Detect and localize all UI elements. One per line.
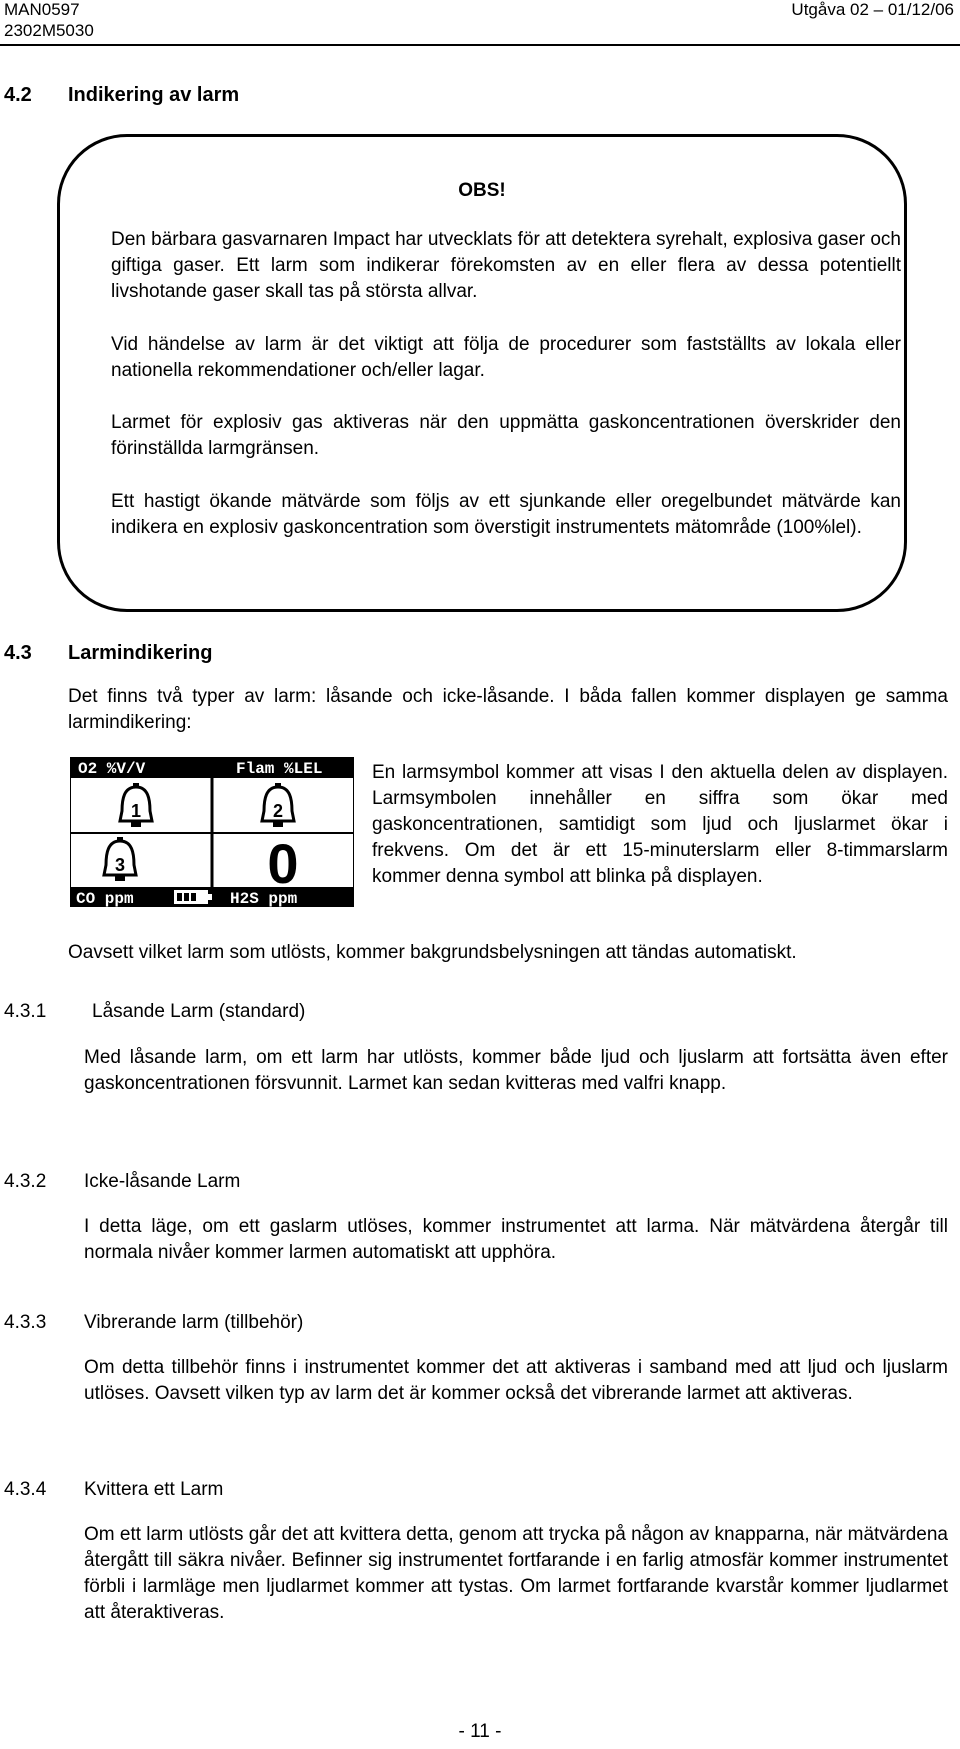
- subsection-4-3-4-number: 4.3.4: [4, 1479, 47, 1500]
- section-4-2-number: 4.2: [4, 84, 32, 106]
- alarm-level-3: 3: [114, 855, 126, 875]
- lcd-label-o2: O2 %V/V: [78, 760, 146, 778]
- alarm-level-2: 2: [272, 801, 284, 821]
- obs-title: OBS!: [458, 180, 506, 201]
- subsection-4-3-2-body: I detta läge, om ett gaslarm utlöses, kommer instrumentet att larma. När mätvärdena återgår till normala nivåer kommer larmen automatiskt att upphöra.: [84, 1216, 948, 1263]
- display-description: En larmsymbol kommer att visas I den aktuella delen av displayen. Larmsymbolen innehåller en siffra som ökar med gaskoncentrationen, samtidigt som ljud och ljuslarmet ökar i frekvens. Om det är ett 15-minuterslarm eller 8-timmarslarm kommer denna symbol att blinka på displayen.: [372, 762, 948, 887]
- page-number: - 11 -: [458, 1721, 502, 1742]
- lcd-reading-value: 0: [267, 832, 299, 895]
- subsection-4-3-4-title: Kvittera ett Larm: [84, 1479, 224, 1500]
- lcd-display: [70, 757, 354, 907]
- part-number: 2302M5030: [4, 21, 94, 40]
- subsection-4-3-1-title: Låsande Larm (standard): [92, 1001, 306, 1022]
- obs-paragraph-4: Ett hastigt ökande mätvärde som följs av ett sjunkande eller oregelbundet mätvärde kan indikera en explosiv gaskoncentration som överstigit instrumentets mätområde (100%lel).: [111, 491, 901, 538]
- header-rule: [0, 44, 960, 46]
- subsection-4-3-3-number: 4.3.3: [4, 1312, 47, 1333]
- backlight-note: Oavsett vilket larm som utlösts, kommer bakgrundsbelysningen att tändas automatiskt.: [68, 942, 797, 963]
- subsection-4-3-3-title: Vibrerande larm (tillbehör): [84, 1312, 304, 1333]
- edition: Utgåva 02 – 01/12/06: [791, 0, 954, 19]
- section-4-3-number: 4.3: [4, 642, 32, 664]
- obs-paragraph-3: Larmet för explosiv gas aktiveras när den uppmätta gaskoncentrationen överskrider den förinställda larmgränsen.: [111, 412, 901, 459]
- obs-paragraph-1: Den bärbara gasvarnaren Impact har utvecklats för att detektera syrehalt, explosiva gaser och giftiga gaser. Ett larm som indikerar förekomsten av en eller flera av dessa potentiellt livshotande gaser skall tas på största allvar.: [111, 229, 901, 302]
- lcd-label-co: CO ppm: [76, 890, 134, 907]
- section-4-2-title: Indikering av larm: [68, 84, 240, 106]
- subsection-4-3-4-body: Om ett larm utlösts går det att kvittera detta, genom att trycka på någon av knapparna, när mätvärdena återgått till säkra nivåer. Befinner sig instrumentet fortfarande i en farlig atmosfär kommer instrumentet förbli i larmläge men ljudlarmet kommer att tystas. Om larmet fortfarande kvarstår kommer ljudlarmet att återaktiveras.: [84, 1524, 948, 1623]
- obs-paragraph-2: Vid händelse av larm är det viktigt att följa de procedurer som fastställts av lokala eller nationella rekommendationer och/eller lagar.: [111, 334, 901, 381]
- subsection-4-3-1-number: 4.3.1: [4, 1001, 47, 1022]
- battery-icon: [174, 890, 212, 904]
- subsection-4-3-2-title: Icke-låsande Larm: [84, 1171, 241, 1192]
- lcd-label-h2s: H2S ppm: [230, 890, 298, 907]
- lcd-label-flam: Flam %LEL: [236, 760, 323, 778]
- subsection-4-3-3-body: Om detta tillbehör finns i instrumentet kommer det att aktiveras i samband med att ljud och ljuslarm utlöses. Oavsett vilken typ av larm det är kommer också det vibrerande larmet att aktiveras.: [84, 1357, 948, 1404]
- alarm-level-1: 1: [130, 801, 142, 821]
- doc-id: MAN0597: [4, 0, 80, 19]
- section-4-3-title: Larmindikering: [68, 642, 213, 664]
- section-4-3-intro: Det finns två typer av larm: låsande och icke-låsande. I båda fallen kommer displayen ge samma larmindikering:: [68, 686, 948, 733]
- subsection-4-3-1-body: Med låsande larm, om ett larm har utlösts, kommer både ljud och ljuslarm att fortsätta även efter gaskoncentrationen försvunnit. Larmet kan sedan kvitteras med valfri knapp.: [84, 1047, 948, 1094]
- subsection-4-3-2-number: 4.3.2: [4, 1171, 47, 1192]
